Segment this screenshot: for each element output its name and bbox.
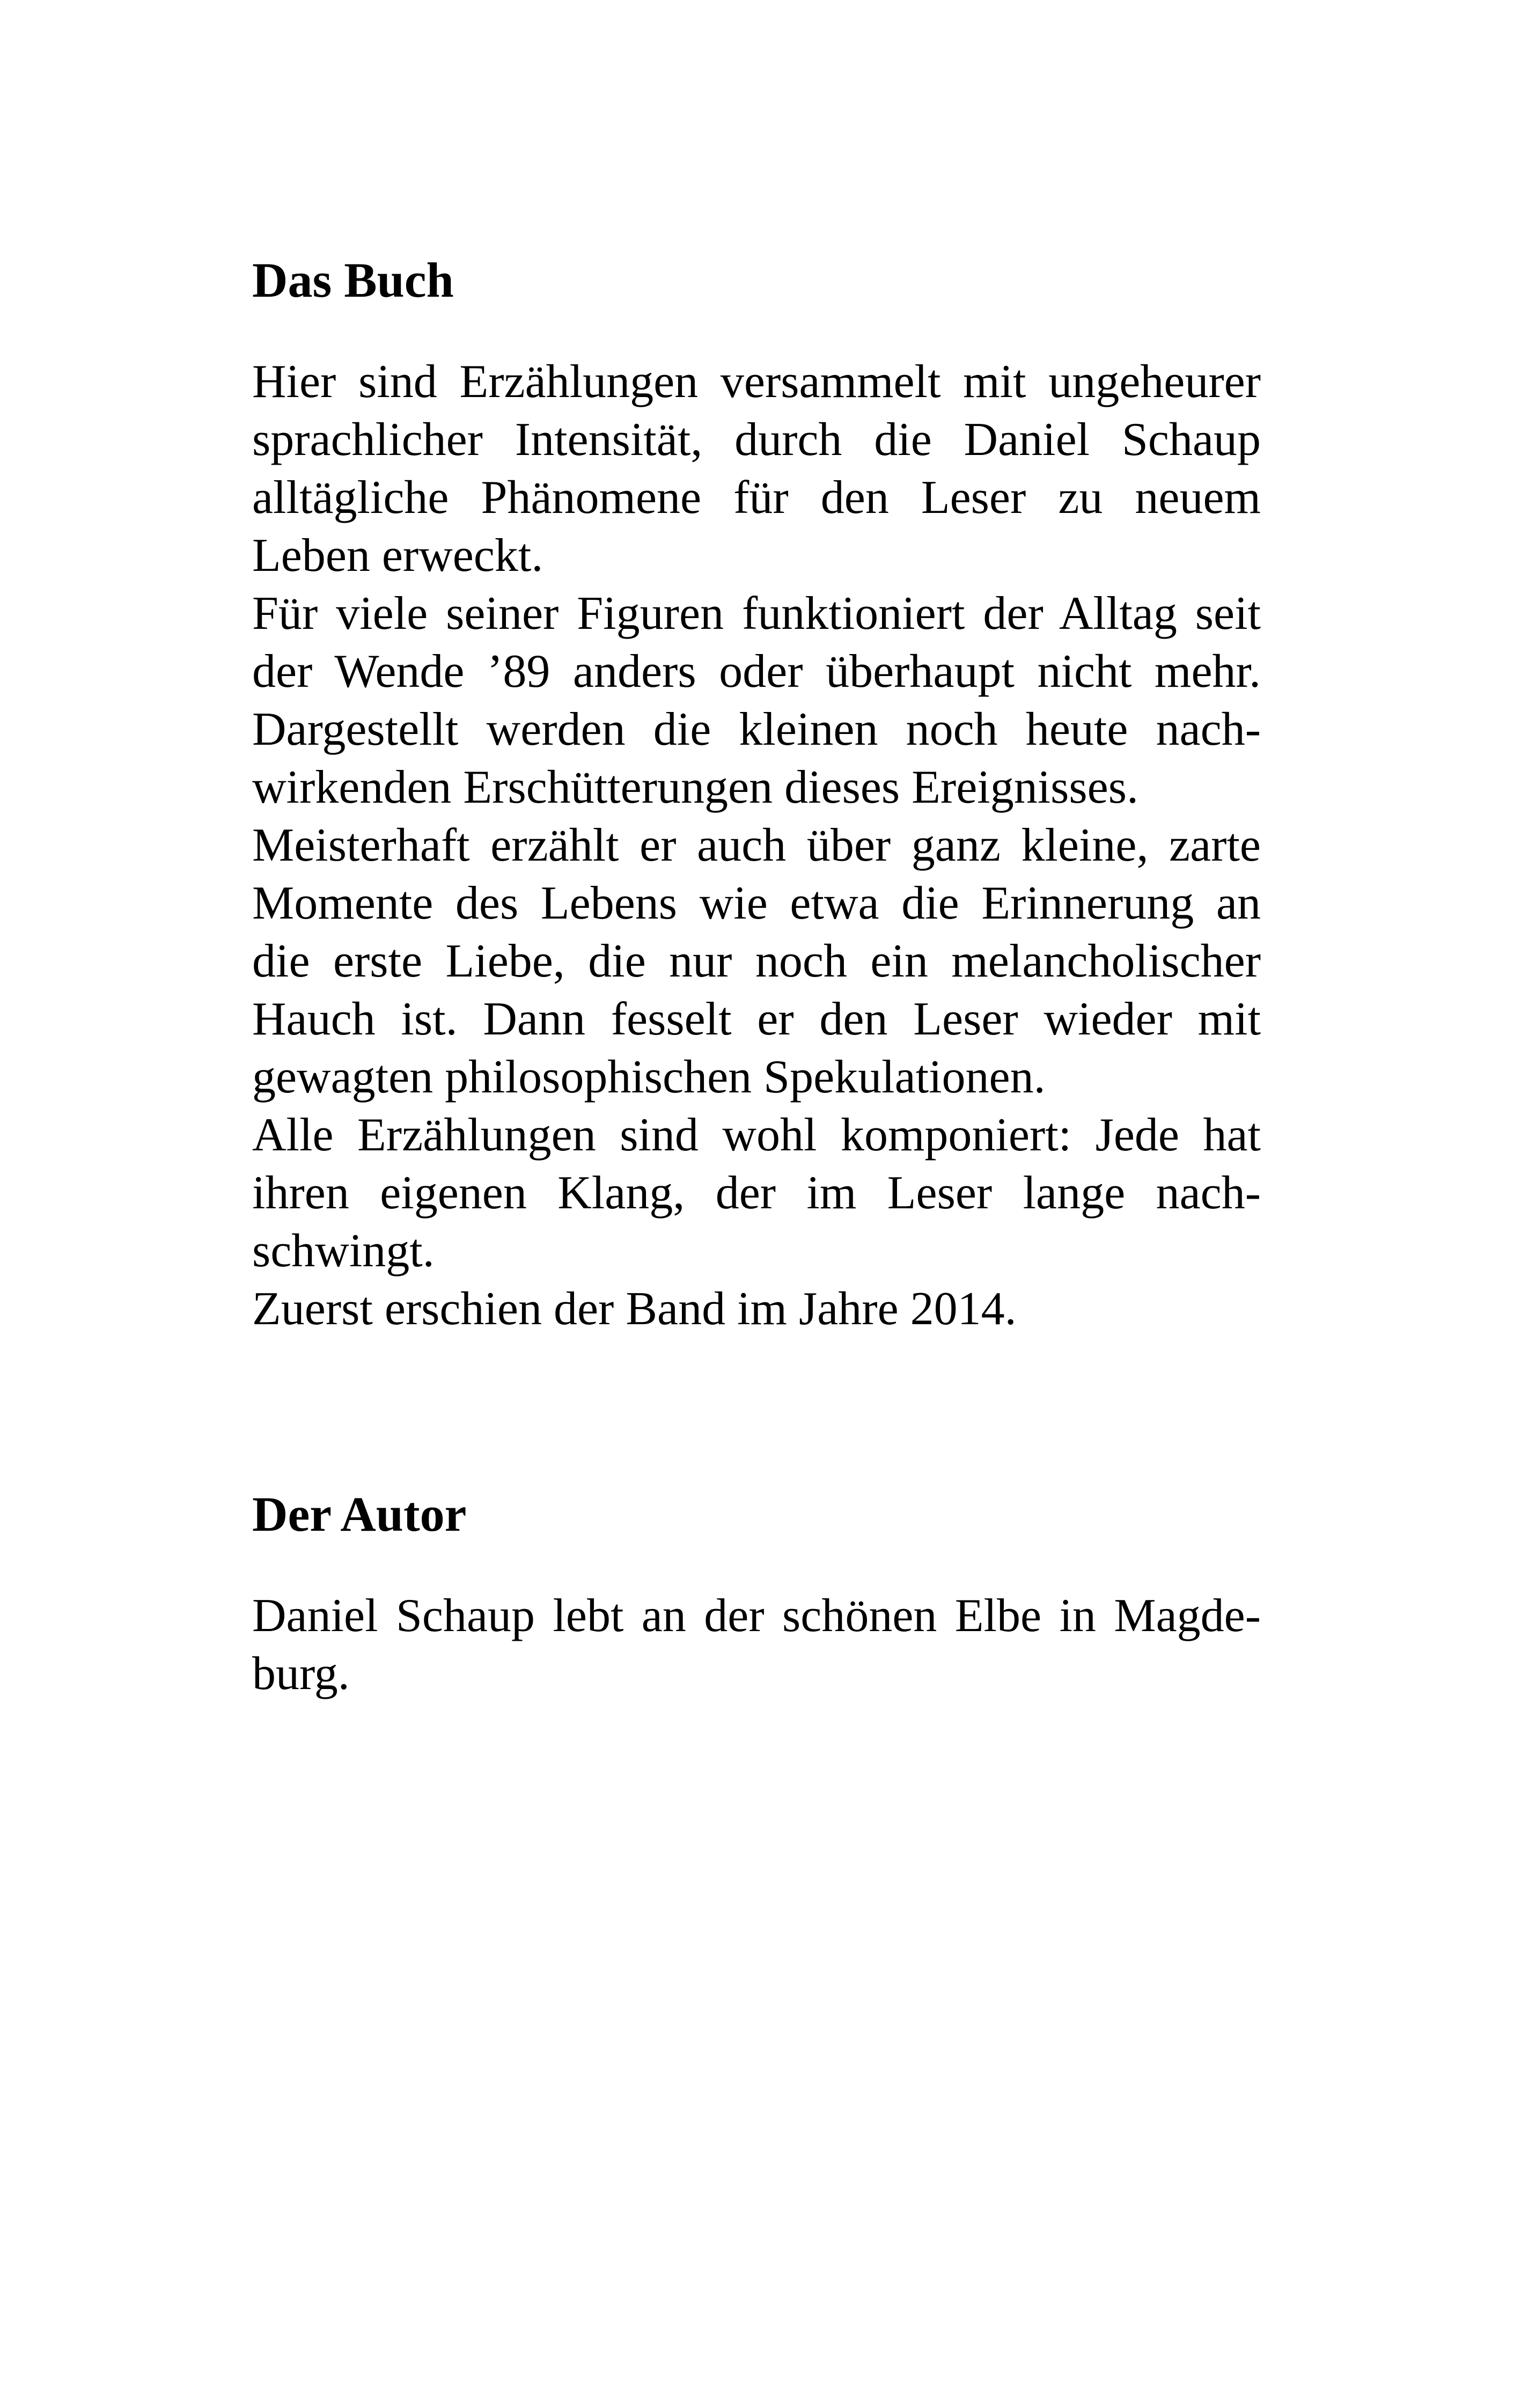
book-description-line: schwingt.	[252, 1225, 435, 1277]
book-description-line: Leben erweckt.	[252, 530, 543, 582]
book-description-line: Für viele seiner Figuren funktioniert der Alltag seit	[252, 588, 1261, 640]
book-description-line: Alle Erzählungen sind wohl komponiert: Jede hat	[252, 1109, 1261, 1161]
book-description-line: gewagten philosophischen Spekulationen.	[252, 1051, 1046, 1103]
book-description-line: der Wende ’89 anders oder überhaupt nicht mehr.	[252, 645, 1261, 698]
book-description-line: ihren eigenen Klang, der im Leser lange nach-	[252, 1167, 1261, 1219]
author-description-line: burg.	[252, 1648, 350, 1700]
book-description-line: die erste Liebe, die nur noch ein melancholischer	[252, 935, 1261, 987]
book-description-line: Zuerst erschien der Band im Jahre 2014.	[252, 1283, 1017, 1335]
book-description-line: Dargestellt werden die kleinen noch heute nach-	[252, 703, 1261, 755]
book-description-line: Momente des Lebens wie etwa die Erinnerung an	[252, 877, 1261, 929]
book-description-line: wirkenden Erschütterungen dieses Ereignisses.	[252, 761, 1138, 813]
author-description-line: Daniel Schaup lebt an der schönen Elbe in Magde-	[252, 1590, 1261, 1642]
book-section-heading: Das Buch	[252, 253, 454, 307]
book-description-line: Hauch ist. Dann fesselt er den Leser wieder mit	[252, 993, 1261, 1045]
book-description-line: Meisterhaft erzählt er auch über ganz kleine, zarte	[252, 819, 1261, 871]
book-description-line: Hier sind Erzählungen versammelt mit ungeheurer	[252, 356, 1261, 408]
book-description-line: sprachlicher Intensität, durch die Daniel Schaup	[252, 414, 1261, 466]
book-description-line: alltägliche Phänomene für den Leser zu neuem	[252, 472, 1261, 524]
author-section-heading: Der Autor	[252, 1487, 467, 1541]
